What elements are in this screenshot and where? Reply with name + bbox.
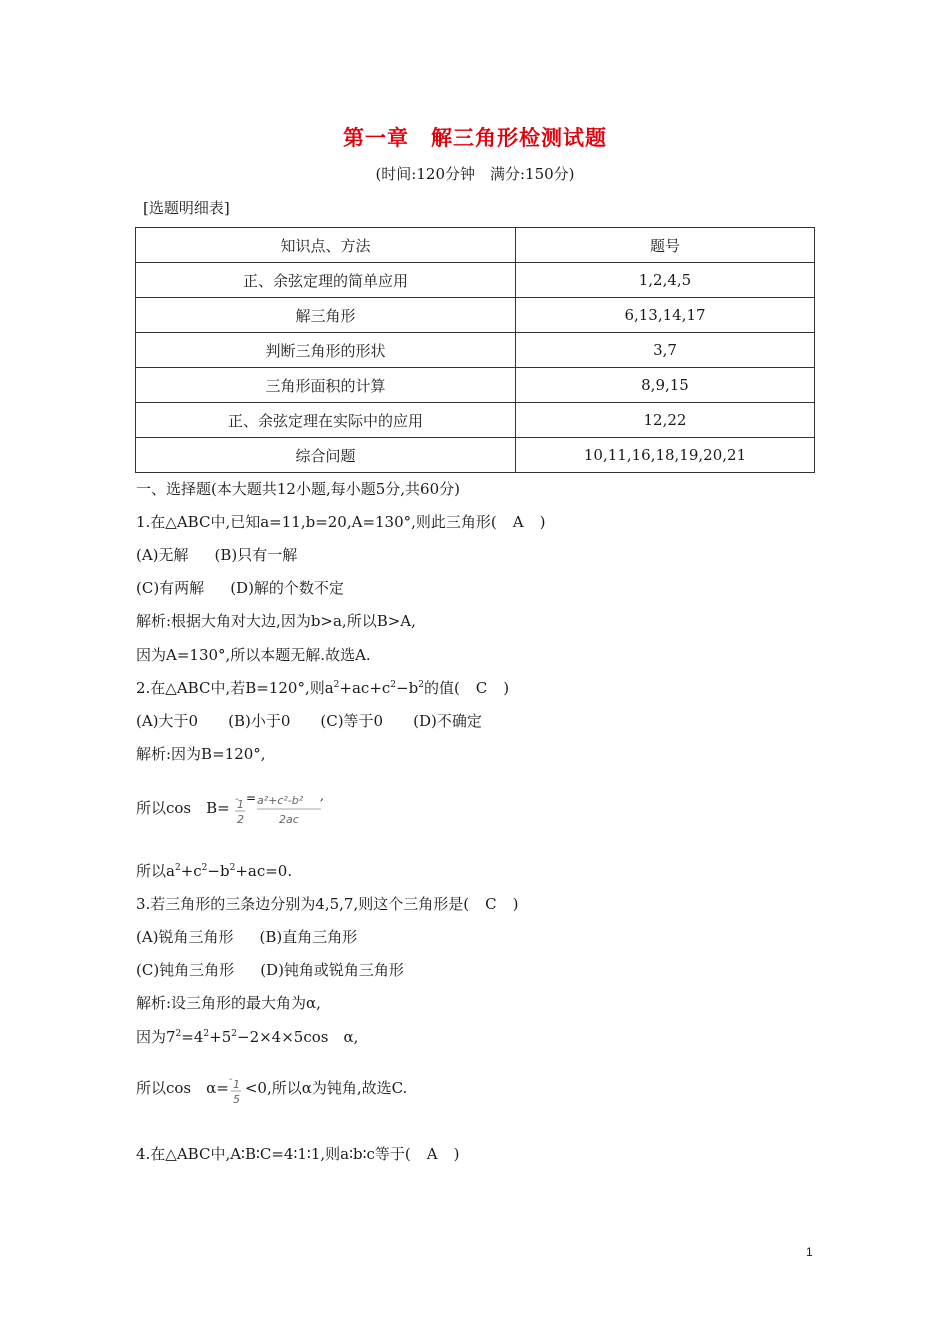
svg-text:,: , (319, 790, 324, 803)
svg-text:1: 1 (236, 798, 244, 811)
question-numbers-cell: 8,9,15 (516, 368, 815, 403)
question-2-analysis-line2: 所以cos B= - 1 2 = a²+c²-b² 2ac , (136, 790, 327, 828)
svg-text:1: 1 (232, 1078, 240, 1091)
question-3-options-row2 (136, 959, 404, 980)
svg-text:2ac: 2ac (278, 813, 299, 826)
option-d: (D)钝角或锐角三角形 (260, 961, 404, 979)
svg-text:2: 2 (236, 813, 244, 826)
question-1-options-row2 (136, 577, 344, 598)
fraction-cosine-law (255, 790, 327, 828)
svg-text:a²+c²-b²: a²+c²-b² (256, 794, 303, 807)
topic-cell: 综合问题 (136, 438, 516, 473)
svg-text:-: - (234, 794, 239, 805)
option-a: (A)大于0 (136, 712, 199, 730)
question-2-answer: C (475, 679, 488, 697)
question-2-analysis-line3: 所以$a^2+c^2-b^2+ac=0$. (136, 862, 293, 880)
question-numbers-cell: 3,7 (516, 333, 815, 368)
question-1-options-row1 (136, 544, 297, 565)
table-header-row (136, 228, 815, 263)
question-4-answer: A (426, 1145, 438, 1163)
question-numbers-cell: 12,22 (516, 403, 815, 438)
question-1-analysis-line1: 解析:根据大角对大边,因为b>a,所以B>A, (136, 612, 416, 630)
topic-table (135, 227, 815, 473)
table-row (136, 333, 815, 368)
question-3-stem: 3.若三角形的三条边分别为4,5,7,则这个三角形是( C ) (136, 895, 519, 913)
fraction-minus-one-fifth (229, 1072, 245, 1106)
table-row (136, 368, 815, 403)
topic-table-label: [选题明细表] (143, 199, 230, 217)
question-numbers-cell: 1,2,4,5 (516, 263, 815, 298)
question-4-stem: 4.在△ABC中,A∶B∶C=4∶1∶1,则a∶b∶c等于( A ) (136, 1145, 460, 1163)
exam-time-score: (时间:120分钟 满分:150分) (375, 165, 575, 183)
question-1-answer: A (512, 513, 524, 531)
column-header-question-numbers: 题号 (516, 228, 815, 263)
svg-text:5: 5 (232, 1093, 240, 1106)
option-b: (B)直角三角形 (259, 928, 358, 946)
option-c: (C)钝角三角形 (136, 961, 235, 979)
svg-text:=: = (245, 792, 256, 805)
question-3-options-row1 (136, 926, 357, 947)
question-3-analysis-line2: 因为$7^2=4^2+5^2-2\times 4\times 5\cos$ α, (136, 1028, 359, 1046)
option-c: (C)等于0 (320, 712, 384, 730)
question-2-analysis-line1: 解析:因为B=120°, (136, 745, 266, 763)
question-numbers-cell: 6,13,14,17 (516, 298, 815, 333)
page-title: 第一章 解三角形检测试题 (343, 126, 607, 150)
question-3-answer: C (485, 895, 497, 913)
table-row (136, 403, 815, 438)
question-3-analysis-line1: 解析:设三角形的最大角为α, (136, 994, 321, 1012)
option-d: (D)解的个数不定 (230, 579, 344, 597)
option-c: (C)有两解 (136, 579, 205, 597)
topic-cell: 正、余弦定理在实际中的应用 (136, 403, 516, 438)
option-b: (B)只有一解 (214, 546, 298, 564)
topic-cell: 解三角形 (136, 298, 516, 333)
topic-cell: 三角形面积的计算 (136, 368, 516, 403)
table-row (136, 263, 815, 298)
page-number: 1 (806, 1245, 813, 1259)
svg-text:-: - (228, 1074, 233, 1085)
question-1-stem: 1.在△ABC中,已知a=11,b=20,A=130°,则此三角形( A ) (136, 513, 546, 531)
option-a: (A)无解 (136, 546, 189, 564)
question-3-analysis-line3: 所以cos α= - 1 5 <0,所以α为钝角,故选C. (136, 1074, 408, 1106)
question-2-options (136, 710, 482, 731)
column-header-topic: 知识点、方法 (136, 228, 516, 263)
table-row (136, 298, 815, 333)
option-d: (D)不确定 (413, 712, 482, 730)
topic-cell: 正、余弦定理的简单应用 (136, 263, 516, 298)
topic-cell: 判断三角形的形状 (136, 333, 516, 368)
option-a: (A)锐角三角形 (136, 928, 234, 946)
question-1-analysis-line2: 因为A=130°,所以本题无解.故选A. (136, 646, 371, 664)
table-row (136, 438, 815, 473)
section-heading-multiple-choice: 一、选择题(本大题共12小题,每小题5分,共60分) (136, 480, 460, 498)
option-b: (B)小于0 (228, 712, 291, 730)
question-numbers-cell: 10,11,16,18,19,20,21 (516, 438, 815, 473)
question-2-stem: 2.在△ABC中,若B=120°,则$a^2+ac+c^2-b^2$的值( C ) (136, 679, 510, 697)
